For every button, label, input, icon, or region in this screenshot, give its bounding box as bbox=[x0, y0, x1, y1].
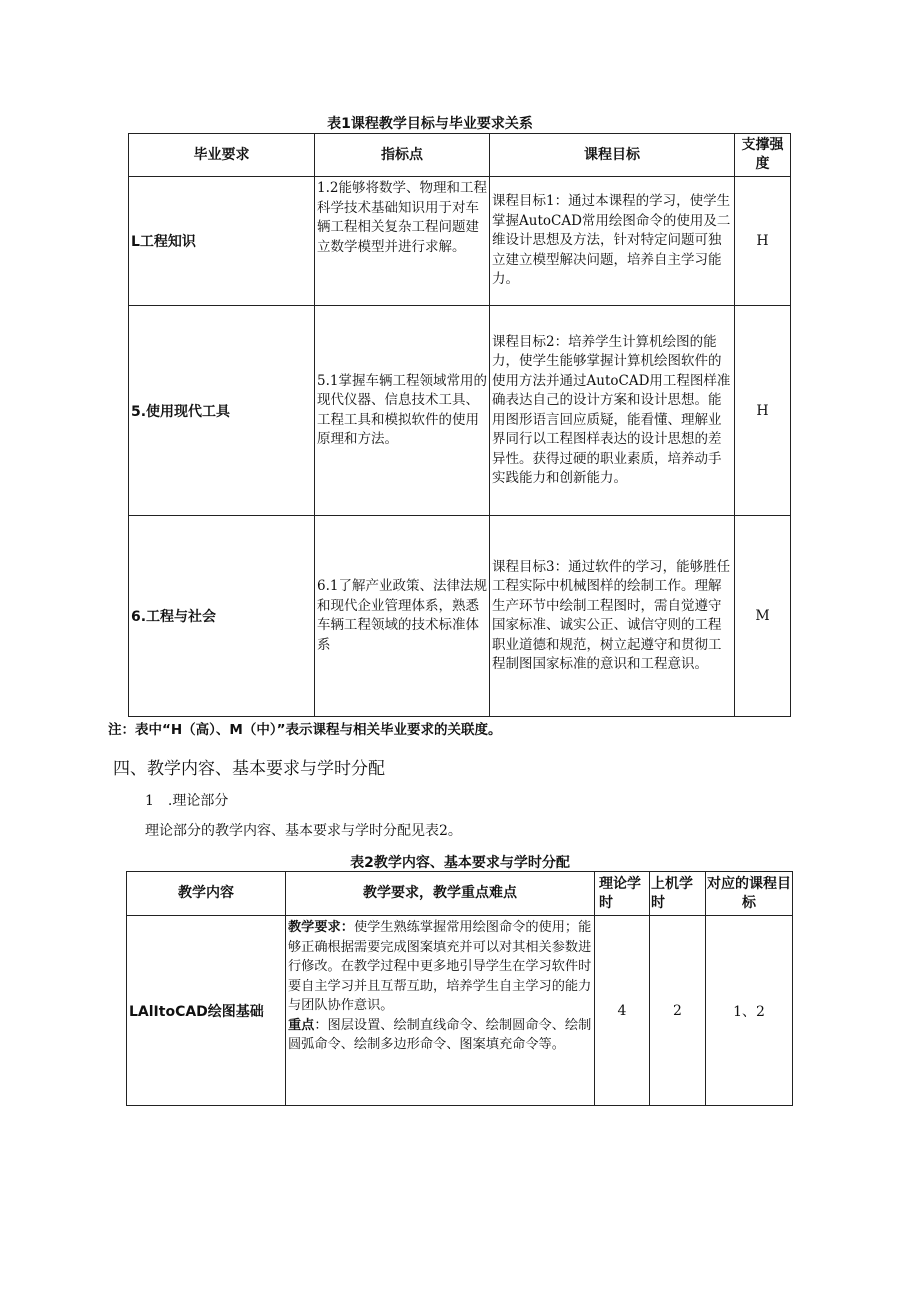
level-cell: H bbox=[735, 177, 791, 306]
section-heading: 四、教学内容、基本要求与学时分配 bbox=[113, 759, 385, 779]
table1-header-objective: 课程目标 bbox=[490, 134, 735, 177]
key-label: 重点 bbox=[288, 1017, 315, 1033]
objective-cell: 课程目标2：培养学生计算机绘图的能力，使学生能够掌握计算机绘图软件的使用方法并通过AutoCAD用工程图样准确表达自己的设计方案和设计思想。能用图形语言回应质疑，能看懂、理解业界同行以工程图样表达的设计思想的差异性。获得过硬的职业素质，培养动手实践能力和创新能力。 bbox=[490, 306, 735, 516]
content-cell: LAlItoCAD绘图基础 bbox=[127, 916, 286, 1106]
level-cell: M bbox=[735, 516, 791, 717]
indicator-cell: 1.2能够将数学、物理和工程科学技术基础知识用于对车辆工程相关复杂工程问题建立数学模型并进行求解。 bbox=[315, 177, 490, 306]
req-text: 使学生熟练掌握常用绘图命令的使用；能够正确根据需要完成图案填充并可以对其相关参数进行修改。在教学过程中更多地引导学生在学习软件时要自主学习并且互帮互助，培养学生自主学习的能力与团队协作意识。 bbox=[288, 920, 592, 1013]
table-row bbox=[129, 177, 791, 306]
table2-header-theory-hours: 理论学时 bbox=[595, 872, 650, 916]
key-text: ：图层设置、绘制直线命令、绘制圆命令、绘制圆弧命令、绘制多边形命令、图案填充命令等。 bbox=[288, 1017, 592, 1052]
requirements-cell bbox=[286, 916, 595, 1106]
theory-hours-cell: 4 bbox=[595, 916, 650, 1106]
indicator-cell: 5.1掌握车辆工程领域常用的现代仪器、信息技术工具、工程工具和模拟软件的使用原理和方法。 bbox=[315, 306, 490, 516]
subsection-heading: 1 .理论部分 bbox=[145, 793, 229, 809]
table-row bbox=[129, 516, 791, 717]
table1 bbox=[128, 133, 791, 717]
objective-cell: 课程目标3：通过软件的学习，能够胜任工程实际中机械图样的绘制工作。理解生产环节中绘制工程图时，需自觉遵守国家标准、诚实公正、诚信守则的工程职业道德和规范，树立起遵守和贯彻工程制图国家标准的意识和工程意识。 bbox=[490, 516, 735, 717]
objective-cell: 课程目标1：通过本课程的学习，使学生掌握AutoCAD常用绘图命令的使用及二维设计思想及方法，针对特定问题可独立建立模型解决问题，培养自主学习能力。 bbox=[490, 177, 735, 306]
lab-hours-cell: 2 bbox=[650, 916, 706, 1106]
table1-header-indicator: 指标点 bbox=[315, 134, 490, 177]
table-row bbox=[129, 306, 791, 516]
table2-header-objectives: 对应的课程目标 bbox=[706, 872, 793, 916]
requirement-cell: 6.工程与社会 bbox=[129, 516, 315, 717]
req-label: 教学要求： bbox=[288, 920, 354, 935]
table1-header-row bbox=[129, 134, 791, 177]
objectives-cell: 1、2 bbox=[706, 916, 793, 1106]
paragraph: 理论部分的教学内容、基本要求与学时分配见表2。 bbox=[145, 823, 462, 839]
indicator-cell: 6.1了解产业政策、法律法规和现代企业管理体系，熟悉车辆工程领域的技术标准体系 bbox=[315, 516, 490, 717]
table2-caption: 表2教学内容、基本要求与学时分配 bbox=[350, 855, 570, 871]
table1-note: 注：表中“H（高）、M（中）”表示课程与相关毕业要求的关联度。 bbox=[108, 722, 502, 738]
table1-header-requirement: 毕业要求 bbox=[129, 134, 315, 177]
table2-header-lab-hours: 上机学时 bbox=[650, 872, 706, 916]
table1-header-level: 支撑强度 bbox=[735, 134, 791, 177]
table2-header-row bbox=[127, 872, 793, 916]
table1-caption: 表1课程教学目标与毕业要求关系 bbox=[327, 116, 533, 132]
requirement-cell: 5.使用现代工具 bbox=[129, 306, 315, 516]
table2-header-content: 教学内容 bbox=[127, 872, 286, 916]
level-cell: H bbox=[735, 306, 791, 516]
table2-header-requirements: 教学要求，教学重点难点 bbox=[286, 872, 595, 916]
table2 bbox=[126, 871, 793, 1106]
table-row bbox=[127, 916, 793, 1106]
requirement-cell: L工程知识 bbox=[129, 177, 315, 306]
